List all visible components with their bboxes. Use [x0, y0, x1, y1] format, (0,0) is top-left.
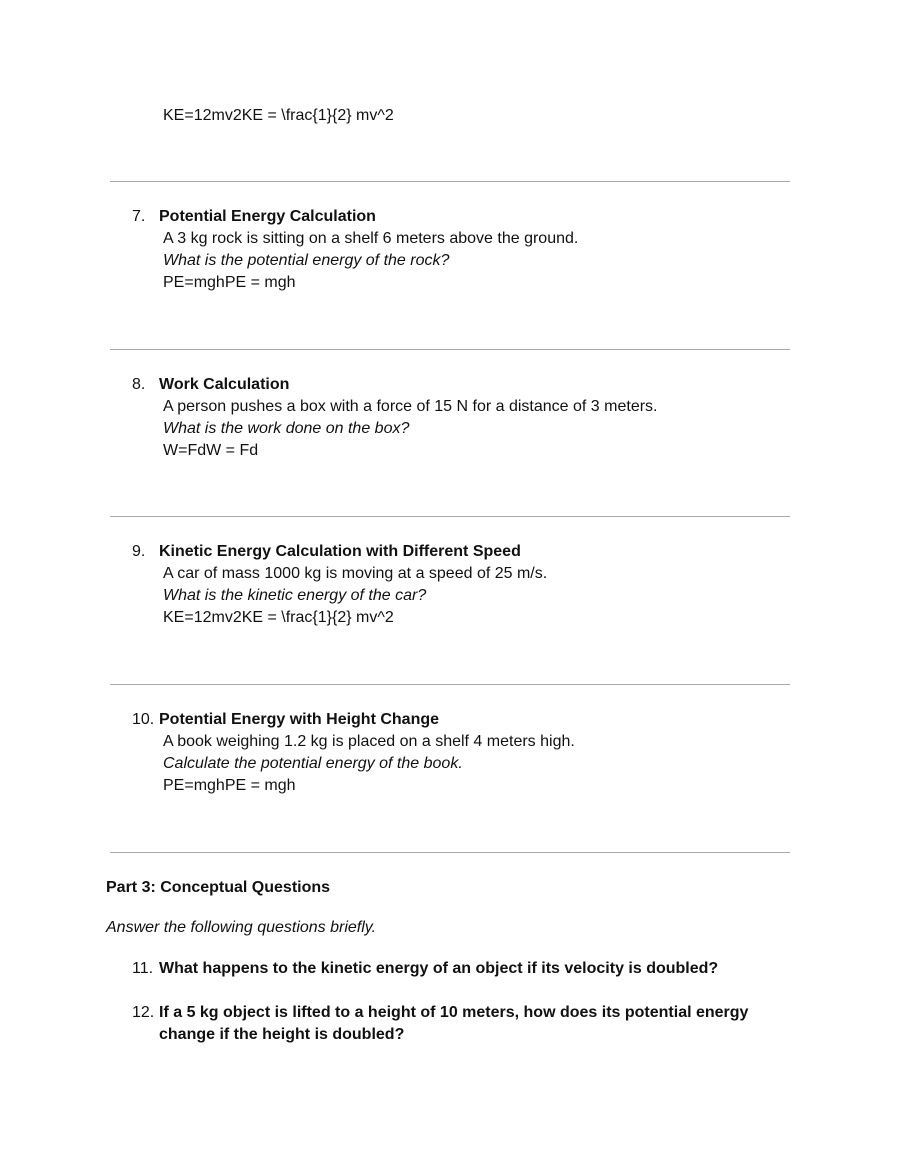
question-title: Kinetic Energy Calculation with Different Speed: [159, 543, 521, 560]
question-number: 7.: [132, 208, 146, 225]
question-title: Work Calculation: [159, 376, 290, 393]
question-title: Potential Energy Calculation: [159, 208, 376, 225]
top-formula: KE=12mv2KE = \frac{1}{2} mv^2: [163, 107, 394, 124]
question-title: Potential Energy with Height Change: [159, 711, 440, 728]
section-heading: Part 3: Conceptual Questions: [106, 879, 331, 896]
question-formula: PE=mghPE = mgh: [163, 777, 296, 794]
question-prompt: What is the kinetic energy of the car?: [163, 587, 427, 604]
divider: [110, 349, 790, 350]
question-statement: A car of mass 1000 kg is moving at a speed of 25 m/s.: [163, 565, 548, 582]
question-number: 9.: [132, 543, 146, 560]
question-prompt: Calculate the potential energy of the book.: [163, 755, 463, 772]
divider: [110, 516, 790, 517]
question-formula: W=FdW = Fd: [163, 442, 259, 459]
question-formula: KE=12mv2KE = \frac{1}{2} mv^2: [163, 609, 394, 626]
question-number: 10.: [132, 711, 155, 728]
section-instruction: Answer the following questions briefly.: [106, 919, 377, 936]
question-text: If a 5 kg object is lifted to a height of 10 meters, how does its potential energy change if the height is doubled?: [159, 1004, 749, 1043]
divider: [110, 684, 790, 685]
divider: [110, 852, 790, 853]
question-number: 8.: [132, 376, 146, 393]
question-statement: A 3 kg rock is sitting on a shelf 6 meters above the ground.: [163, 230, 579, 247]
question-number: 11.: [132, 960, 154, 977]
question-prompt: What is the work done on the box?: [163, 420, 410, 437]
question-statement: A person pushes a box with a force of 15 N for a distance of 3 meters.: [163, 398, 658, 415]
question-formula: PE=mghPE = mgh: [163, 274, 296, 291]
question-number: 12.: [132, 1004, 155, 1021]
question-text: What happens to the kinetic energy of an object if its velocity is doubled?: [159, 960, 719, 977]
question-prompt: What is the potential energy of the rock?: [163, 252, 450, 269]
question-statement: A book weighing 1.2 kg is placed on a shelf 4 meters high.: [163, 733, 575, 750]
divider: [110, 181, 790, 182]
